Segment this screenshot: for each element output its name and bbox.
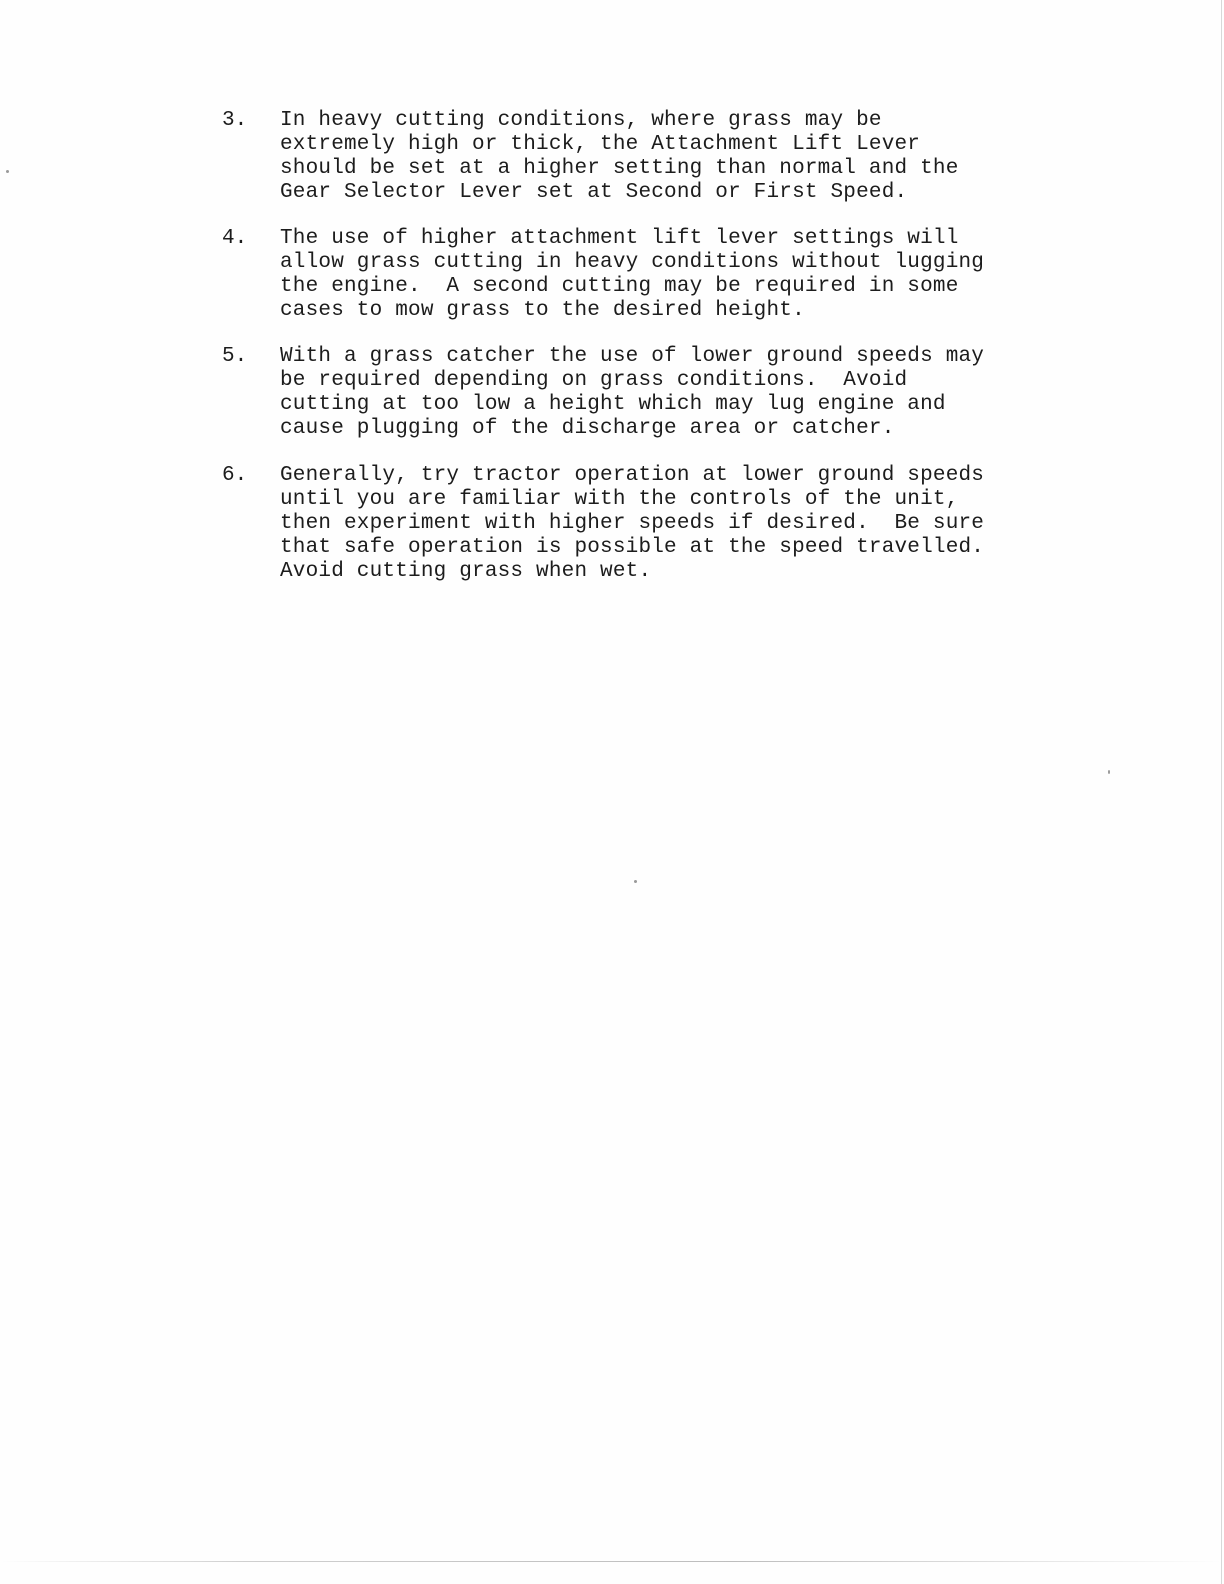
text-line: should be set at a higher setting than normal and the <box>280 157 959 180</box>
text-line: Avoid cutting grass when wet. <box>280 560 652 583</box>
scan-speck <box>6 170 9 173</box>
text-line: until you are familiar with the controls of the unit, <box>280 488 959 511</box>
item-text <box>280 109 959 205</box>
text-line: extremely high or thick, the Attachment Lift Lever <box>280 133 921 156</box>
text-line: then experiment with higher speeds if desired. Be sure <box>280 512 985 535</box>
item-number: 6. <box>222 464 248 487</box>
text-line: With a grass catcher the use of lower ground speeds may <box>280 345 985 368</box>
text-line: cause plugging of the discharge area or catcher. <box>280 417 895 440</box>
scan-bottom-edge <box>0 1561 1224 1562</box>
scan-speck <box>1108 770 1110 774</box>
page-edge-shadow <box>1221 0 1222 1584</box>
text-line: that safe operation is possible at the speed travelled. <box>280 536 985 559</box>
item-number: 5. <box>222 345 248 368</box>
text-line: be required depending on grass conditions. Avoid <box>280 369 908 392</box>
text-line: cases to mow grass to the desired height. <box>280 299 805 322</box>
text-line: In heavy cutting conditions, where grass may be <box>280 109 882 132</box>
text-line: Gear Selector Lever set at Second or First Speed. <box>280 181 908 204</box>
text-line: Generally, try tractor operation at lower ground speeds <box>280 464 985 487</box>
item-number: 4. <box>222 227 248 250</box>
text-line: allow grass cutting in heavy conditions without lugging <box>280 251 985 274</box>
item-text <box>280 464 984 584</box>
item-number: 3. <box>222 109 248 132</box>
item-text <box>280 345 984 441</box>
text-line: The use of higher attachment lift lever settings will <box>280 227 959 250</box>
scan-speck <box>634 880 637 883</box>
text-line: the engine. A second cutting may be required in some <box>280 275 959 298</box>
text-line: cutting at too low a height which may lug engine and <box>280 393 946 416</box>
item-text <box>280 227 984 323</box>
